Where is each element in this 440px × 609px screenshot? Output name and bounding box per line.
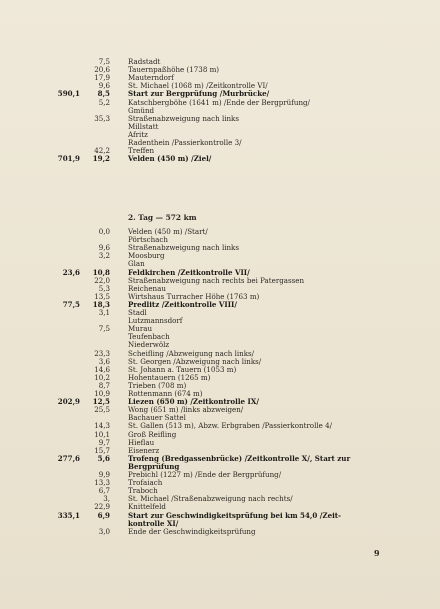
segment-km: 14,6 — [94, 364, 110, 374]
location-text: Traboch — [128, 486, 158, 496]
location-text: Afritz — [128, 129, 148, 139]
location-text: Ende der Geschwindigkeitsprüfung — [128, 526, 256, 536]
segment-km: 0,0 — [98, 227, 110, 236]
location-text: Bachauer Sattel — [128, 413, 186, 423]
location-text: Murau — [128, 324, 153, 334]
location-text: Liezen (650 m) /Zeitkontrolle IX/ — [128, 397, 259, 407]
cumulative-km: 590,1 — [57, 89, 80, 99]
location-text: Start zur Geschwindigkeitsprüfung bei km 54,0 /Zeit- — [128, 510, 342, 520]
location-text: Tauernpaßhöhe (1738 m) — [128, 65, 220, 75]
location-text: Pörtschach — [128, 235, 168, 245]
segment-km: 7,5 — [98, 57, 110, 66]
segment-km: 13,5 — [94, 291, 110, 301]
segment-km: 8,5 — [97, 89, 110, 99]
segment-km: 3,1 — [98, 308, 110, 317]
location-text: Straßenabzweigung nach rechts bei Patergassen — [128, 275, 305, 285]
location-text: St. Michael /Straßenabzweigung nach rechts/ — [128, 494, 293, 504]
segment-km: 10,8 — [92, 267, 110, 277]
location-text: Trofeng (Bredgassenbrücke) /Zeitkontrolle X/, Start zur — [128, 453, 351, 463]
segment-km: 7,5 — [98, 324, 110, 334]
location-text: St. Gallen (513 m), Abzw. Erbgraben /Passierkontrolle 4/ — [128, 421, 332, 431]
location-text: St. Johann a. Tauern (1053 m) — [128, 364, 237, 374]
cumulative-km: 23,6 — [62, 267, 80, 277]
segment-km: 3,2 — [98, 251, 110, 261]
location-text: Prebichl (1227 m) /Ende der Bergprüfung/ — [128, 470, 282, 479]
location-text: Straßenabzweigung nach links — [128, 113, 239, 123]
location-text: Teufenbach — [128, 332, 170, 342]
location-text: Groß Reifling — [128, 429, 177, 439]
location-text: Reichenau — [128, 283, 166, 293]
location-text: Velden (450 m) /Ziel/ — [128, 154, 212, 164]
location-text: Katschbergböhe (1641 m) /Ende der Bergprüfung/ — [128, 97, 310, 107]
location-text: Scheifling /Abzweigung nach links/ — [128, 348, 255, 358]
segment-km: 12,5 — [92, 397, 110, 407]
location-text: Trofaiach — [128, 478, 163, 488]
segment-km: 8,7 — [98, 380, 110, 390]
segment-km: 25,5 — [94, 405, 110, 415]
segment-km: 10,2 — [94, 372, 110, 382]
segment-km: 5,2 — [98, 97, 110, 107]
segment-km: 23,3 — [94, 348, 110, 358]
segment-km: 22,0 — [94, 275, 110, 285]
location-text: St. Michael (1068 m) /Zeitkontrolle VI/ — [128, 81, 268, 91]
location-text: Straßenabzweigung nach links — [128, 243, 239, 253]
location-text: Rottenmann (674 m) — [128, 389, 203, 398]
location-text: Bergprüfung — [128, 461, 180, 471]
location-text: Treffen — [128, 146, 155, 156]
location-text: kontrolle XI/ — [128, 518, 179, 528]
location-text: Predlitz /Zeitkontrolle VIII/ — [128, 299, 237, 309]
segment-km: 3, — [103, 494, 110, 504]
segment-km: 19,2 — [92, 154, 110, 164]
location-text: Eisenerz — [128, 445, 160, 455]
location-text: Hohentauern (1265 m) — [128, 372, 211, 382]
segment-km: 9,6 — [98, 243, 110, 253]
cumulative-km: 277,6 — [57, 453, 80, 463]
segment-km: 6,9 — [97, 510, 110, 520]
cumulative-km: 335,1 — [57, 510, 80, 520]
segment-km: 9,6 — [98, 81, 110, 91]
segment-km: 20,6 — [94, 65, 110, 75]
page-number: 9 — [374, 548, 380, 558]
segment-km: 15,7 — [94, 445, 110, 455]
location-text: Wirtshaus Turracher Höhe (1763 m) — [128, 291, 260, 301]
segment-km: 22,9 — [94, 502, 110, 512]
segment-km: 10,9 — [94, 389, 110, 398]
location-text: Millstatt — [128, 121, 159, 131]
location-text: Radstadt — [128, 57, 161, 66]
location-text: Start zur Bergprüfung /Murbrücke/ — [128, 89, 270, 99]
route-row — [0, 527, 440, 536]
location-text: Mauterndorf — [128, 73, 174, 83]
day2-heading: 2. Tag — 572 km — [128, 213, 197, 222]
cumulative-km: 202,9 — [57, 397, 80, 407]
route-row — [0, 154, 440, 163]
location-text: Glan — [128, 259, 145, 269]
cumulative-km: 77,5 — [62, 299, 80, 309]
location-text: Hieflau — [128, 437, 155, 447]
segment-km: 13,3 — [94, 478, 110, 488]
location-text: Knittelfeld — [128, 502, 166, 512]
location-text: Niederwölz — [128, 340, 170, 350]
location-text: Radenthein /Passierkontrolle 3/ — [128, 138, 242, 147]
segment-km: 35,3 — [94, 113, 110, 123]
segment-km: 5,6 — [97, 453, 110, 463]
segment-km: 5,3 — [98, 283, 110, 293]
segment-km: 3,6 — [98, 356, 110, 366]
location-text: Stadl — [128, 308, 147, 317]
location-text: Wong (651 m) /links abzweigen/ — [128, 405, 244, 415]
location-text: Moosburg — [128, 251, 165, 261]
segment-km: 3,0 — [98, 526, 110, 536]
segment-km: 42,2 — [94, 146, 110, 156]
segment-km: 6,7 — [98, 486, 110, 496]
segment-km: 9,9 — [98, 470, 110, 479]
location-text: Feldkirchen /Zeitkontrolle VII/ — [128, 267, 250, 277]
cumulative-km: 701,9 — [57, 154, 80, 164]
segment-km: 18,3 — [92, 299, 110, 309]
location-text: Trieben (708 m) — [128, 380, 187, 390]
segment-km: 14,3 — [94, 421, 110, 431]
location-text: Gmünd — [128, 105, 155, 115]
segment-km: 10,1 — [94, 429, 110, 439]
location-text: St. Georgen /Abzweigung nach links/ — [128, 356, 262, 366]
segment-km: 9,7 — [98, 437, 110, 447]
location-text: Velden (450 m) /Start/ — [128, 227, 208, 236]
location-text: Lutzmannsdorf — [128, 316, 183, 326]
segment-km: 17,9 — [94, 73, 110, 83]
